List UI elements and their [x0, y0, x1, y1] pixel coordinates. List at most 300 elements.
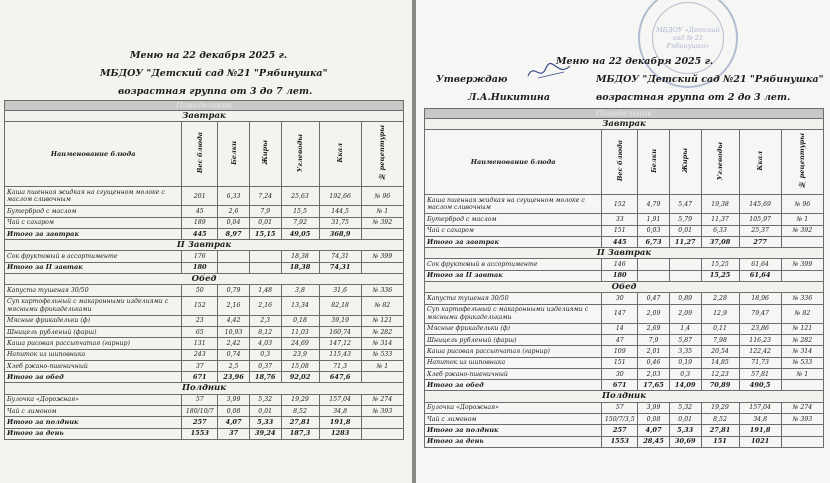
menu-page-right — [416, 0, 830, 483]
value-cell: 37 — [218, 428, 250, 439]
table-row — [425, 334, 824, 345]
table-row — [5, 349, 404, 360]
dish-name-cell: Итого за II завтак — [425, 270, 602, 281]
value-cell: 1553 — [602, 436, 638, 447]
table-header-row — [5, 122, 404, 187]
dish-name-cell: Шницель рубленый (фарш) — [5, 326, 182, 337]
value-cell: 70,89 — [701, 380, 739, 391]
column-header — [602, 130, 638, 195]
weekday-bar — [425, 109, 824, 119]
value-cell: 0,3 — [249, 349, 281, 360]
value-cell: 6,33 — [701, 225, 739, 236]
table-row — [5, 217, 404, 228]
table-row — [5, 406, 404, 417]
value-cell — [669, 270, 701, 281]
value-cell: 152 — [182, 296, 218, 315]
value-cell: 2,5 — [218, 360, 250, 371]
value-cell: № 282 — [361, 326, 403, 337]
dish-name-cell: Сок фруктовый в ассортименте — [425, 259, 602, 270]
value-cell: 18,38 — [281, 262, 319, 273]
total-row — [5, 372, 404, 383]
table-row — [5, 315, 404, 326]
value-cell: 25,37 — [739, 225, 781, 236]
value-cell: 15,15 — [249, 228, 281, 239]
total-row — [425, 380, 824, 391]
value-cell: 0,47 — [638, 293, 670, 304]
dish-name-cell: Мясные фрикадельки (ф) — [5, 315, 182, 326]
total-row — [5, 428, 404, 439]
value-cell: 150/7/3,5 — [602, 414, 638, 425]
value-cell: 27,81 — [281, 417, 319, 428]
column-header — [701, 130, 739, 195]
weekday-bar-label: Понедельник — [5, 101, 404, 111]
value-cell: 19,29 — [281, 394, 319, 405]
section-lunch-label: Обед — [425, 282, 824, 293]
section-lunch — [425, 282, 824, 293]
table-row — [425, 195, 824, 214]
signer-name: Л.А.Никитина — [468, 92, 551, 103]
column-header-label: Наименование блюда — [470, 157, 556, 166]
value-cell: 176 — [182, 251, 218, 262]
value-cell: 34,8 — [739, 414, 781, 425]
value-cell: 671 — [602, 380, 638, 391]
value-cell: 3,8 — [281, 285, 319, 296]
value-cell: № 314 — [781, 346, 823, 357]
table-row — [425, 323, 824, 334]
value-cell: 61,64 — [739, 259, 781, 270]
column-header — [5, 122, 182, 187]
value-cell: 79,47 — [739, 304, 781, 323]
value-cell — [669, 259, 701, 270]
dish-name-cell: Каша рисовая рассыпчатая (гарнир) — [5, 338, 182, 349]
value-cell: 10,93 — [218, 326, 250, 337]
dish-name-cell: Суп картофельный с макаронными изделиями с мясными фрикадельками — [425, 304, 602, 323]
menu-table — [4, 100, 404, 440]
value-cell: 0,46 — [638, 357, 670, 368]
total-row — [425, 425, 824, 436]
column-header — [281, 122, 319, 187]
value-cell: № 399 — [361, 251, 403, 262]
value-cell: № 1 — [361, 206, 403, 217]
value-cell: 20,54 — [701, 346, 739, 357]
menu-date-title: Меню на 22 декабря 2025 г. — [130, 50, 288, 61]
value-cell: 0,79 — [218, 285, 250, 296]
value-cell: 6,33 — [218, 187, 250, 206]
table-row — [425, 225, 824, 236]
value-cell: 1,91 — [638, 214, 670, 225]
value-cell — [249, 262, 281, 273]
value-cell: 14 — [602, 323, 638, 334]
table-row — [5, 360, 404, 371]
value-cell: 23 — [182, 315, 218, 326]
table-row — [425, 368, 824, 379]
column-header-label: Белки — [649, 148, 658, 173]
total-row — [5, 262, 404, 273]
value-cell: 2,3 — [249, 315, 281, 326]
column-header-label: Жиры — [261, 140, 270, 166]
value-cell: 23,86 — [739, 323, 781, 334]
stamp-text: МБДОУ «Детский сад № 21 Рябинушка» — [656, 26, 720, 50]
value-cell — [361, 262, 403, 273]
value-cell: 1553 — [182, 428, 218, 439]
value-cell: № 82 — [361, 296, 403, 315]
value-cell: № 1 — [781, 368, 823, 379]
dish-name-cell: Капуста тушеная 30/50 — [5, 285, 182, 296]
value-cell: 647,6 — [319, 372, 361, 383]
value-cell: 147 — [602, 304, 638, 323]
column-header — [361, 122, 403, 187]
column-header-label: № рецептуры — [378, 124, 387, 181]
value-cell: 74,31 — [319, 262, 361, 273]
column-header-label: Ккал — [336, 143, 345, 163]
value-cell: 24,69 — [281, 338, 319, 349]
dish-name-cell: Итого за II завтак — [5, 262, 182, 273]
value-cell: 191,8 — [739, 425, 781, 436]
value-cell: 368,9 — [319, 228, 361, 239]
dish-name-cell: Сок фруктовый в ассортименте — [5, 251, 182, 262]
value-cell: 71,73 — [739, 357, 781, 368]
dish-name-cell: Итого за обед — [425, 380, 602, 391]
section-second-breakfast — [5, 240, 404, 251]
column-header-label: № рецептуры — [798, 132, 807, 189]
value-cell: 0,89 — [669, 293, 701, 304]
value-cell: 2,42 — [218, 338, 250, 349]
value-cell: 11,27 — [669, 236, 701, 247]
value-cell: 11,03 — [281, 326, 319, 337]
value-cell: 157,04 — [319, 394, 361, 405]
value-cell: 14,09 — [669, 380, 701, 391]
value-cell: 28,45 — [638, 436, 670, 447]
section-lunch-label: Обед — [5, 274, 404, 285]
table-row — [425, 304, 824, 323]
section-afternoon-snack-label: Полдник — [425, 391, 824, 402]
dish-name-cell: Хлеб ржано-пшеничный — [425, 368, 602, 379]
value-cell: 131 — [182, 338, 218, 349]
dish-name-cell: Булочка «Дорожная» — [5, 394, 182, 405]
value-cell: 490,5 — [739, 380, 781, 391]
value-cell: № 121 — [361, 315, 403, 326]
column-header-label: Белки — [229, 140, 238, 165]
value-cell: 151 — [701, 436, 739, 447]
value-cell: № 1 — [361, 360, 403, 371]
total-row — [5, 417, 404, 428]
value-cell: 1,48 — [249, 285, 281, 296]
value-cell: 7,9 — [638, 334, 670, 345]
value-cell: 2,16 — [218, 296, 250, 315]
value-cell: 15,08 — [281, 360, 319, 371]
dish-name-cell: Каша пшенная жидкая на сгущенном молоке с маслом сливочным — [425, 195, 602, 214]
value-cell: 145,69 — [739, 195, 781, 214]
value-cell: 7,24 — [249, 187, 281, 206]
dish-name-cell: Итого за полдник — [425, 425, 602, 436]
value-cell: 15,25 — [701, 270, 739, 281]
value-cell: № 96 — [781, 195, 823, 214]
value-cell: 39,24 — [249, 428, 281, 439]
total-row — [5, 228, 404, 239]
value-cell: № 121 — [781, 323, 823, 334]
value-cell: 152 — [602, 195, 638, 214]
value-cell: 15,5 — [281, 206, 319, 217]
value-cell — [218, 251, 250, 262]
value-cell: 49,05 — [281, 228, 319, 239]
value-cell: 2,03 — [638, 368, 670, 379]
column-header — [182, 122, 218, 187]
value-cell: 18,38 — [281, 251, 319, 262]
approve-label: Утверждаю — [436, 74, 508, 85]
total-row — [425, 236, 824, 247]
section-afternoon-snack — [5, 383, 404, 394]
value-cell: 671 — [182, 372, 218, 383]
value-cell: 5,79 — [669, 214, 701, 225]
value-cell: № 274 — [361, 394, 403, 405]
table-row — [425, 346, 824, 357]
dish-name-cell: Бутерброд с маслом — [425, 214, 602, 225]
dish-name-cell: Напиток из шиповника — [425, 357, 602, 368]
value-cell: 19,38 — [701, 195, 739, 214]
value-cell: 0,74 — [218, 349, 250, 360]
value-cell: 122,42 — [739, 346, 781, 357]
dish-name-cell: Чай с сахаром — [425, 225, 602, 236]
table-header-row — [425, 130, 824, 195]
value-cell: № 282 — [781, 334, 823, 345]
column-header — [739, 130, 781, 195]
dish-name-cell: Итого за полдник — [5, 417, 182, 428]
column-header — [249, 122, 281, 187]
kindergarten-name: МБДОУ "Детский сад №21 "Рябинушка" — [596, 74, 824, 85]
value-cell: 0,01 — [249, 406, 281, 417]
value-cell: 0,01 — [249, 217, 281, 228]
value-cell: 19,29 — [701, 402, 739, 413]
value-cell: 180 — [602, 270, 638, 281]
section-second-breakfast — [425, 248, 824, 259]
value-cell — [781, 425, 823, 436]
value-cell: 13,34 — [281, 296, 319, 315]
total-row — [425, 436, 824, 447]
value-cell: 0,01 — [669, 225, 701, 236]
value-cell: 201 — [182, 187, 218, 206]
section-second-breakfast-label: II Завтрак — [5, 240, 404, 251]
table-row — [5, 285, 404, 296]
value-cell: 39,19 — [319, 315, 361, 326]
value-cell: 5,32 — [249, 394, 281, 405]
value-cell: 144,5 — [319, 206, 361, 217]
column-header-label: Жиры — [681, 148, 690, 174]
value-cell: 8,12 — [249, 326, 281, 337]
column-header — [669, 130, 701, 195]
value-cell: 157,04 — [739, 402, 781, 413]
value-cell: № 336 — [781, 293, 823, 304]
value-cell: 8,52 — [281, 406, 319, 417]
value-cell: 5,47 — [669, 195, 701, 214]
value-cell: № 1 — [781, 214, 823, 225]
value-cell: 146 — [602, 259, 638, 270]
weekday-bar — [5, 101, 404, 111]
value-cell: 115,43 — [319, 349, 361, 360]
value-cell: 6,73 — [638, 236, 670, 247]
value-cell: 65 — [182, 326, 218, 337]
dish-name-cell: Шницель рубленый (фарш) — [425, 334, 602, 345]
table-row — [425, 414, 824, 425]
total-row — [425, 270, 824, 281]
value-cell: 277 — [739, 236, 781, 247]
value-cell: № 392 — [781, 225, 823, 236]
section-afternoon-snack — [425, 391, 824, 402]
value-cell: 109 — [602, 346, 638, 357]
value-cell: 25,63 — [281, 187, 319, 206]
value-cell: 2,69 — [638, 323, 670, 334]
value-cell: 257 — [182, 417, 218, 428]
value-cell: 187,3 — [281, 428, 319, 439]
column-header — [638, 130, 670, 195]
value-cell: 116,23 — [739, 334, 781, 345]
section-breakfast — [425, 119, 824, 130]
value-cell: 11,37 — [701, 214, 739, 225]
dish-name-cell: Итого за день — [425, 436, 602, 447]
value-cell: 31,6 — [319, 285, 361, 296]
dish-name-cell: Мясные фрикадельки (ф) — [425, 323, 602, 334]
value-cell: 0,18 — [281, 315, 319, 326]
value-cell: 4,03 — [249, 338, 281, 349]
value-cell: 57,81 — [739, 368, 781, 379]
column-header-label: Углеводы — [716, 141, 725, 180]
value-cell: № 96 — [361, 187, 403, 206]
value-cell: 61,64 — [739, 270, 781, 281]
dish-name-cell: Бутерброд с маслом — [5, 206, 182, 217]
value-cell: № 533 — [781, 357, 823, 368]
value-cell: 57 — [602, 402, 638, 413]
value-cell — [638, 270, 670, 281]
table-row — [425, 293, 824, 304]
value-cell: 151 — [602, 357, 638, 368]
value-cell: 2,09 — [638, 304, 670, 323]
value-cell: 8,52 — [701, 414, 739, 425]
value-cell: 0,37 — [249, 360, 281, 371]
column-header — [781, 130, 823, 195]
section-breakfast — [5, 111, 404, 122]
value-cell: 151 — [602, 225, 638, 236]
value-cell: 1,4 — [669, 323, 701, 334]
value-cell: 192,66 — [319, 187, 361, 206]
dish-name-cell: Суп картофельный с макаронными изделиями с мясными фрикадельками — [5, 296, 182, 315]
value-cell: № 82 — [781, 304, 823, 323]
value-cell: 5,87 — [669, 334, 701, 345]
value-cell: 2,09 — [669, 304, 701, 323]
value-cell: 5,32 — [669, 402, 701, 413]
dish-name-cell: Каша рисовая рассыпчатая (гарнир) — [425, 346, 602, 357]
value-cell: № 533 — [361, 349, 403, 360]
table-row — [5, 394, 404, 405]
value-cell: 0,08 — [218, 406, 250, 417]
section-lunch — [5, 274, 404, 285]
dish-name-cell: Итого за завтрак — [425, 236, 602, 247]
menu-table — [424, 108, 824, 448]
value-cell: 18,76 — [249, 372, 281, 383]
column-header-label: Наименование блюда — [50, 149, 136, 158]
age-group: возрастная группа от 3 до 7 лет. — [118, 86, 313, 97]
value-cell — [361, 428, 403, 439]
value-cell: № 336 — [361, 285, 403, 296]
value-cell: 0,3 — [669, 368, 701, 379]
column-header — [319, 122, 361, 187]
value-cell — [781, 236, 823, 247]
value-cell: № 274 — [781, 402, 823, 413]
value-cell — [361, 228, 403, 239]
value-cell: 8,97 — [218, 228, 250, 239]
dish-name-cell: Капуста тушеная 30/50 — [425, 293, 602, 304]
column-header-label: Углеводы — [296, 133, 305, 172]
value-cell: 14,85 — [701, 357, 739, 368]
value-cell: 27,81 — [701, 425, 739, 436]
value-cell: 17,65 — [638, 380, 670, 391]
value-cell: 18,96 — [739, 293, 781, 304]
value-cell: 31,75 — [319, 217, 361, 228]
table-row — [425, 402, 824, 413]
value-cell: № 399 — [781, 259, 823, 270]
table-row — [425, 214, 824, 225]
value-cell: 0,03 — [638, 225, 670, 236]
dish-name-cell: Чай с сахаром — [5, 217, 182, 228]
value-cell — [638, 259, 670, 270]
value-cell: 2,01 — [638, 346, 670, 357]
value-cell: 4,07 — [218, 417, 250, 428]
value-cell: 257 — [602, 425, 638, 436]
value-cell: 0,19 — [669, 357, 701, 368]
value-cell — [249, 251, 281, 262]
dish-name-cell: Чай с лимоном — [5, 406, 182, 417]
value-cell: 4,42 — [218, 315, 250, 326]
value-cell: 5,33 — [249, 417, 281, 428]
value-cell: 37,08 — [701, 236, 739, 247]
age-group: возрастная группа от 2 до 3 лет. — [596, 92, 791, 103]
dish-name-cell: Булочка «Дорожная» — [425, 402, 602, 413]
value-cell: 2,16 — [249, 296, 281, 315]
column-header-label: Вес блюда — [195, 132, 204, 174]
value-cell: 23,96 — [218, 372, 250, 383]
value-cell: 180 — [182, 262, 218, 273]
dish-name-cell: Итого за день — [5, 428, 182, 439]
value-cell — [361, 417, 403, 428]
value-cell: 15,25 — [701, 259, 739, 270]
value-cell: 3,99 — [218, 394, 250, 405]
menu-page-left — [0, 0, 412, 483]
section-second-breakfast-label: II Завтрак — [425, 248, 824, 259]
value-cell: 47 — [602, 334, 638, 345]
kindergarten-name: МБДОУ "Детский сад №21 "Рябинушка" — [100, 68, 328, 79]
table-row — [425, 357, 824, 368]
table-row — [5, 326, 404, 337]
value-cell: № 314 — [361, 338, 403, 349]
dish-name-cell: Чай с лимоном — [425, 414, 602, 425]
weekday-bar-label: Понедельник — [425, 109, 824, 119]
value-cell: 3,99 — [638, 402, 670, 413]
table-row — [425, 259, 824, 270]
value-cell: 0,01 — [669, 414, 701, 425]
value-cell — [781, 380, 823, 391]
value-cell: 445 — [602, 236, 638, 247]
value-cell: 1283 — [319, 428, 361, 439]
value-cell: 71,3 — [319, 360, 361, 371]
table-row — [5, 206, 404, 217]
table-row — [5, 251, 404, 262]
value-cell: 2,6 — [218, 206, 250, 217]
value-cell: 0,08 — [638, 414, 670, 425]
table-row — [5, 187, 404, 206]
value-cell: 5,33 — [669, 425, 701, 436]
value-cell: 7,92 — [281, 217, 319, 228]
value-cell — [781, 270, 823, 281]
value-cell: 189 — [182, 217, 218, 228]
value-cell: 147,12 — [319, 338, 361, 349]
